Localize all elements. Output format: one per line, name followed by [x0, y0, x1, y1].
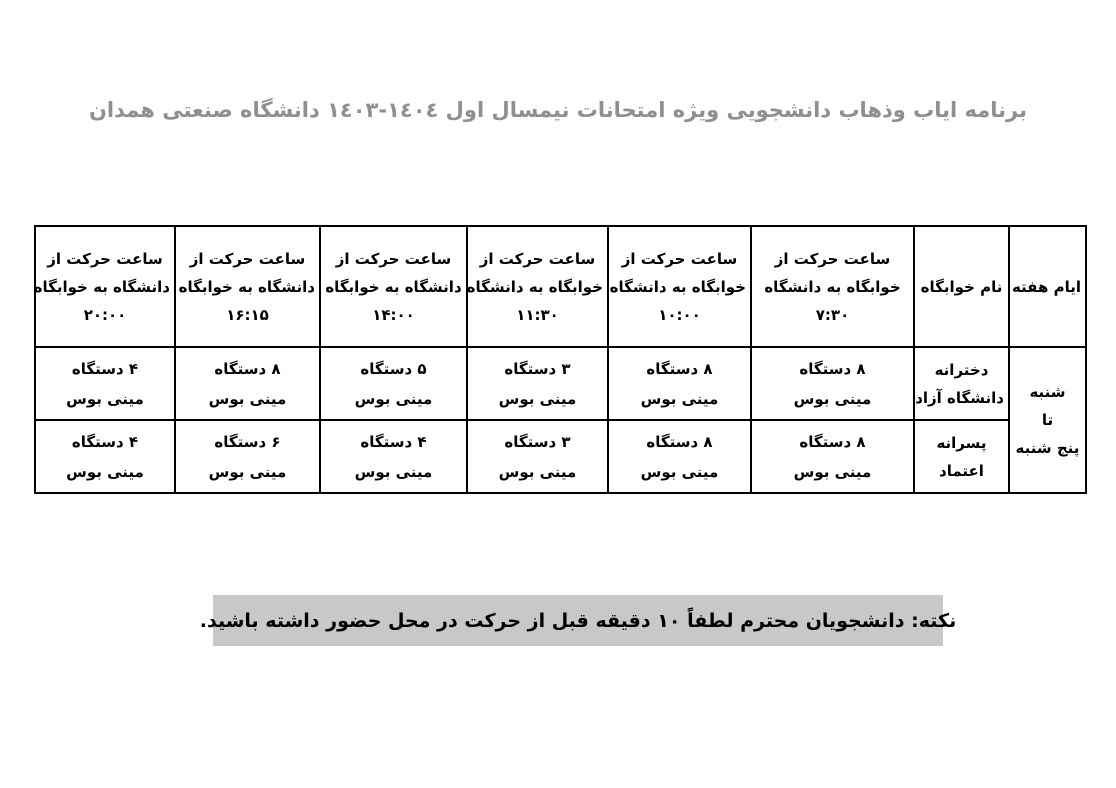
- dorm-name-line: پسرانه: [936, 433, 987, 452]
- bus-count-cell: [608, 420, 751, 493]
- bus-count-cell: [175, 420, 320, 493]
- bus-count-cell: [35, 347, 175, 420]
- header-time-value: ۱۱:۳۰: [516, 305, 559, 324]
- header-time-cell-2000: [35, 226, 175, 347]
- bus-count-cell: [751, 347, 914, 420]
- bus-count-cell: [320, 347, 467, 420]
- bus-count: ۸ دستگاه: [799, 432, 866, 451]
- header-line: ساعت حرکت از: [774, 249, 891, 268]
- vehicle-type: مینی بوس: [498, 389, 577, 408]
- week-days-line: تا: [1041, 411, 1054, 429]
- vehicle-type: مینی بوس: [793, 462, 872, 481]
- table-row-boys-dorm: [35, 420, 1086, 493]
- bus-count: ۳ دستگاه: [504, 359, 571, 378]
- header-days-label: ایام هفته: [1011, 277, 1081, 296]
- bus-count: ۴ دستگاه: [71, 359, 139, 378]
- header-time-cell-1615: [175, 226, 320, 347]
- vehicle-type: مینی بوس: [498, 462, 577, 481]
- header-dorm-label: نام خوابگاه: [920, 277, 1003, 296]
- header-line: ساعت حرکت از: [335, 249, 452, 268]
- header-line: دانشگاه به خوابگاه: [325, 277, 462, 296]
- bus-count: ۸ دستگاه: [799, 359, 866, 378]
- header-time-cell-1400: [320, 226, 467, 347]
- bus-count-cell: [35, 420, 175, 493]
- vehicle-type: مینی بوس: [354, 462, 433, 481]
- header-time-value: ۷:۳۰: [815, 305, 850, 324]
- bus-count: ۵ دستگاه: [360, 359, 427, 378]
- header-time-cell-1130: [467, 226, 608, 347]
- header-dorm-cell: [914, 226, 1009, 347]
- header-line: ساعت حرکت از: [47, 249, 163, 268]
- note-text: نکته: دانشجویان محترم لطفاً ۱۰ دقیقه قبل از حرکت در محل حضور داشته باشید.: [199, 609, 957, 632]
- header-time-cell-1000: [608, 226, 751, 347]
- bus-count: ۸ دستگاه: [646, 432, 713, 451]
- vehicle-type: مینی بوس: [66, 462, 144, 481]
- vehicle-type: مینی بوس: [793, 389, 872, 408]
- bus-count-cell: [320, 420, 467, 493]
- header-line: ساعت حرکت از: [479, 249, 596, 268]
- week-days-line: شنبه: [1029, 383, 1066, 401]
- dorm-name-line: دانشگاه آزاد: [915, 388, 1004, 407]
- note-highlight-box: [199, 595, 957, 646]
- header-line: دانشگاه به خوابگاه: [178, 277, 315, 296]
- bus-count-cell: [175, 347, 320, 420]
- transport-schedule-table: [34, 225, 1087, 494]
- header-row: [35, 226, 1086, 347]
- bus-count-cell: [608, 347, 751, 420]
- bus-count-cell: [467, 347, 608, 420]
- bus-count: ۴ دستگاه: [360, 432, 427, 451]
- vehicle-type: مینی بوس: [208, 389, 287, 408]
- header-line: ساعت حرکت از: [189, 249, 306, 268]
- dorm-name-cell: [914, 347, 1009, 420]
- dorm-name-line: دخترانه: [934, 360, 989, 379]
- header-line: خوابگاه به دانشگاه: [764, 277, 901, 296]
- vehicle-type: مینی بوس: [640, 462, 719, 481]
- bus-count-cell: [751, 420, 914, 493]
- vehicle-type: مینی بوس: [66, 389, 144, 408]
- vehicle-type: مینی بوس: [208, 462, 287, 481]
- week-days-line: پنج شنبه: [1015, 439, 1080, 457]
- bus-count: ۳ دستگاه: [504, 432, 571, 451]
- vehicle-type: مینی بوس: [354, 389, 433, 408]
- vehicle-type: مینی بوس: [640, 389, 719, 408]
- header-line: خوابگاه به دانشگاه: [466, 277, 603, 296]
- header-time-value: ۱۶:۱۵: [226, 305, 269, 324]
- header-time-value: ۱۴:۰۰: [372, 305, 415, 324]
- dorm-name-line: اعتماد: [939, 461, 984, 480]
- bus-count: ۴ دستگاه: [71, 432, 139, 451]
- header-line: دانشگاه به خوابگاه: [33, 277, 170, 296]
- header-time-cell-0730: [751, 226, 914, 347]
- header-line: ساعت حرکت از: [621, 249, 738, 268]
- week-days-cell: [1009, 347, 1086, 493]
- bus-count-cell: [467, 420, 608, 493]
- page-title: برنامه ایاب وذهاب دانشجویی ویژه امتحانات نیمسال اول ١٤٠٤-١٤٠٣ دانشگاه صنعتی همدان: [89, 98, 1027, 122]
- dorm-name-cell: [914, 420, 1009, 493]
- header-time-value: ۱۰:۰۰: [658, 305, 701, 324]
- header-line: خوابگاه به دانشگاه: [609, 277, 746, 296]
- header-days-cell: [1009, 226, 1086, 347]
- table-row-girls-dorm: [35, 347, 1086, 420]
- header-time-value: ۲۰:۰۰: [83, 305, 127, 324]
- bus-count: ۸ دستگاه: [214, 359, 281, 378]
- bus-count: ۶ دستگاه: [214, 432, 281, 451]
- bus-count: ۸ دستگاه: [646, 359, 713, 378]
